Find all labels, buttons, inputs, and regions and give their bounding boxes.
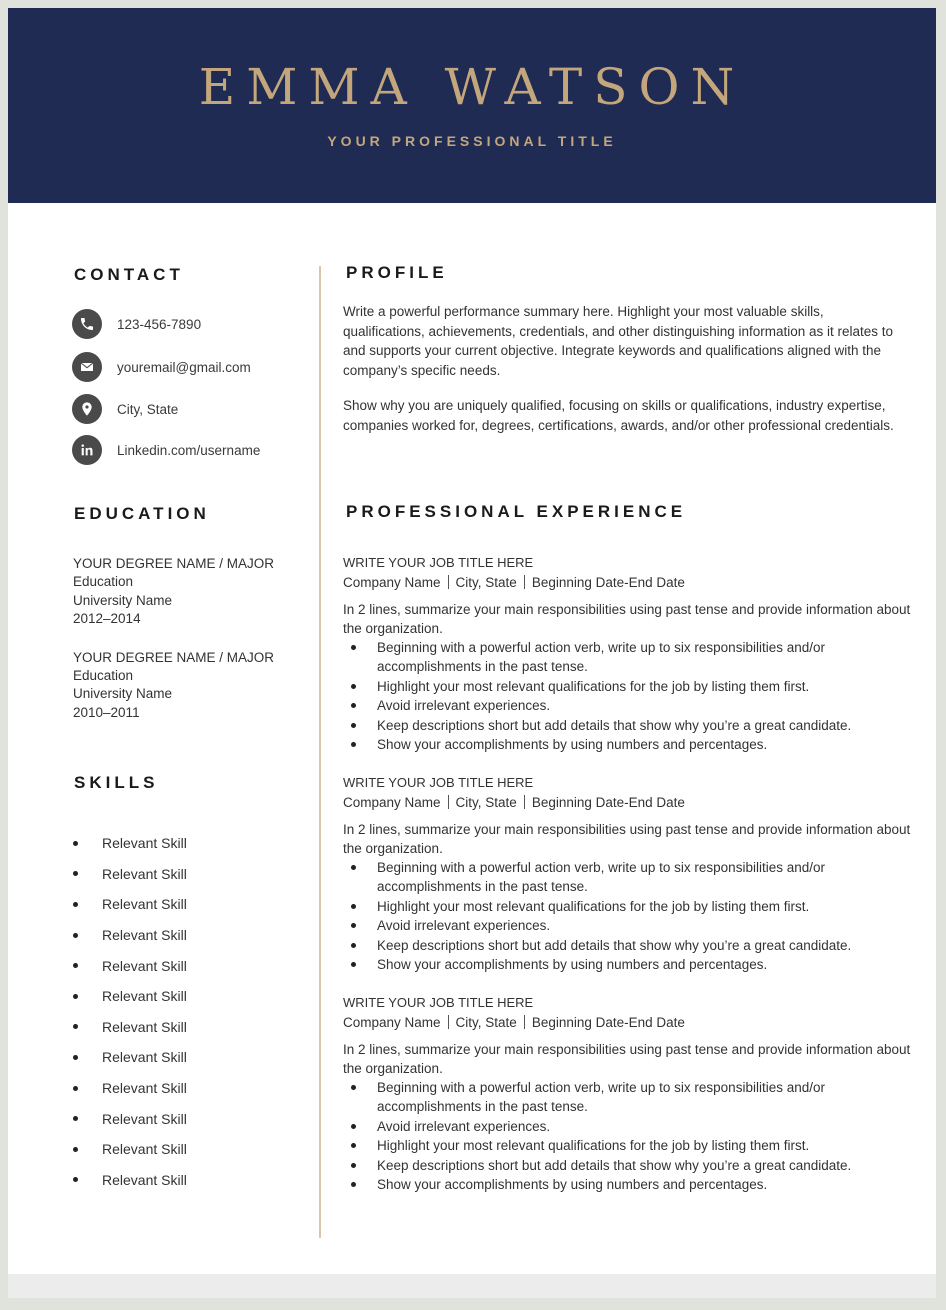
job-entry xyxy=(343,993,913,1194)
education-heading: EDUCATION xyxy=(74,504,210,523)
experience-heading: PROFESSIONAL EXPERIENCE xyxy=(346,502,687,521)
contact-location xyxy=(72,394,178,424)
contact-linkedin-text: Linkedin.com/username xyxy=(117,442,261,458)
education-field: Education xyxy=(73,668,134,683)
job-bullet: Beginning with a powerful action verb, write up to six responsibilities and/or accomplishments in the past tense. xyxy=(343,858,913,897)
contact-heading: CONTACT xyxy=(74,265,184,284)
company-name: Company Name xyxy=(343,575,441,590)
job-meta xyxy=(343,792,913,813)
contact-email xyxy=(72,352,251,382)
job-bullet: Beginning with a powerful action verb, write up to six responsibilities and/or accomplishments in the past tense. xyxy=(343,1078,913,1117)
job-summary: In 2 lines, summarize your main responsibilities using past tense and provide information about the organization. xyxy=(343,602,911,636)
profile-paragraph-2: Show why you are uniquely qualified, focusing on skills or qualifications, industry expertise, companies worked for, degrees, certifications, awards, and/or other professional credentials. xyxy=(343,398,894,433)
professional-title: YOUR PROFESSIONAL TITLE xyxy=(327,133,617,149)
skill-item: Relevant Skill xyxy=(72,828,187,859)
job-entry xyxy=(343,553,913,754)
job-location: City, State xyxy=(455,575,517,590)
job-bullet: Avoid irrelevant experiences. xyxy=(343,916,913,935)
skill-item: Relevant Skill xyxy=(72,1012,187,1043)
skill-item: Relevant Skill xyxy=(72,1165,187,1196)
job-bullet: Highlight your most relevant qualifications for the job by listing them first. xyxy=(343,1136,913,1155)
job-dates: Beginning Date-End Date xyxy=(531,795,685,810)
job-bullet: Keep descriptions short but add details that show why you’re a great candidate. xyxy=(343,1156,913,1175)
education-degree: YOUR DEGREE NAME / MAJOR xyxy=(73,650,275,665)
job-bullet: Show your accomplishments by using numbers and percentages. xyxy=(343,1175,913,1194)
job-location: City, State xyxy=(455,795,517,810)
job-entry xyxy=(343,773,913,974)
location-icon xyxy=(72,394,102,424)
job-bullet: Highlight your most relevant qualifications for the job by listing them first. xyxy=(343,677,913,696)
education-years: 2010–2011 xyxy=(73,705,140,720)
education-school: University Name xyxy=(73,686,173,701)
skill-item: Relevant Skill xyxy=(72,1073,187,1104)
education-degree: YOUR DEGREE NAME / MAJOR xyxy=(73,556,275,571)
skill-item: Relevant Skill xyxy=(72,920,187,951)
skill-item: Relevant Skill xyxy=(72,950,187,981)
skill-item: Relevant Skill xyxy=(72,1103,187,1134)
skill-item: Relevant Skill xyxy=(72,859,187,890)
job-summary: In 2 lines, summarize your main responsibilities using past tense and provide information about the organization. xyxy=(343,1042,911,1076)
job-bullet: Keep descriptions short but add details that show why you’re a great candidate. xyxy=(343,936,913,955)
job-bullet: Keep descriptions short but add details that show why you’re a great candidate. xyxy=(343,716,913,735)
skill-item: Relevant Skill xyxy=(72,1134,187,1165)
profile-paragraph-1: Write a powerful performance summary here. Highlight your most valuable skills, qualifications, achievements, credentials, and other distinguishing information as it relates to and supports your current objective. Integrate keywords and qualifications aligned with the company’s specific needs. xyxy=(343,304,894,378)
contact-linkedin xyxy=(72,435,260,465)
job-meta xyxy=(343,1012,913,1033)
job-title: WRITE YOUR JOB TITLE HERE xyxy=(343,775,534,790)
contact-phone-text: 123-456-7890 xyxy=(117,316,202,332)
resume-page xyxy=(8,8,936,1298)
education-years: 2012–2014 xyxy=(73,611,141,626)
skills-heading: SKILLS xyxy=(74,773,159,792)
column-divider xyxy=(319,266,321,1238)
company-name: Company Name xyxy=(343,1015,441,1030)
job-bullet: Show your accomplishments by using numbers and percentages. xyxy=(343,735,913,754)
contact-phone xyxy=(72,309,201,339)
company-name: Company Name xyxy=(343,795,441,810)
job-bullets xyxy=(343,638,913,754)
job-bullets xyxy=(343,858,913,974)
person-name: EMMA WATSON xyxy=(198,58,746,116)
job-bullet: Beginning with a powerful action verb, write up to six responsibilities and/or accomplishments in the past tense. xyxy=(343,638,913,677)
skills-list xyxy=(72,828,187,1195)
skill-item: Relevant Skill xyxy=(72,981,187,1012)
skill-item: Relevant Skill xyxy=(72,1042,187,1073)
job-meta xyxy=(343,572,913,593)
job-bullet: Show your accomplishments by using numbers and percentages. xyxy=(343,955,913,974)
skill-item: Relevant Skill xyxy=(72,889,187,920)
job-summary: In 2 lines, summarize your main responsibilities using past tense and provide information about the organization. xyxy=(343,822,911,856)
job-bullets xyxy=(343,1078,913,1194)
job-bullet: Avoid irrelevant experiences. xyxy=(343,1117,913,1136)
job-dates: Beginning Date-End Date xyxy=(531,575,685,590)
job-title: WRITE YOUR JOB TITLE HERE xyxy=(343,555,534,570)
header-banner xyxy=(8,8,936,203)
email-icon xyxy=(72,352,102,382)
job-bullet: Highlight your most relevant qualifications for the job by listing them first. xyxy=(343,897,913,916)
job-location: City, State xyxy=(455,1015,517,1030)
job-dates: Beginning Date-End Date xyxy=(531,1015,685,1030)
profile-heading: PROFILE xyxy=(346,263,448,282)
education-field: Education xyxy=(73,574,134,589)
footer-band xyxy=(8,1274,936,1298)
contact-email-text: youremail@gmail.com xyxy=(117,359,251,375)
job-title: WRITE YOUR JOB TITLE HERE xyxy=(343,995,534,1010)
phone-icon xyxy=(72,309,102,339)
education-school: University Name xyxy=(73,593,173,608)
contact-location-text: City, State xyxy=(117,401,179,417)
job-bullet: Avoid irrelevant experiences. xyxy=(343,696,913,715)
linkedin-icon xyxy=(72,435,102,465)
